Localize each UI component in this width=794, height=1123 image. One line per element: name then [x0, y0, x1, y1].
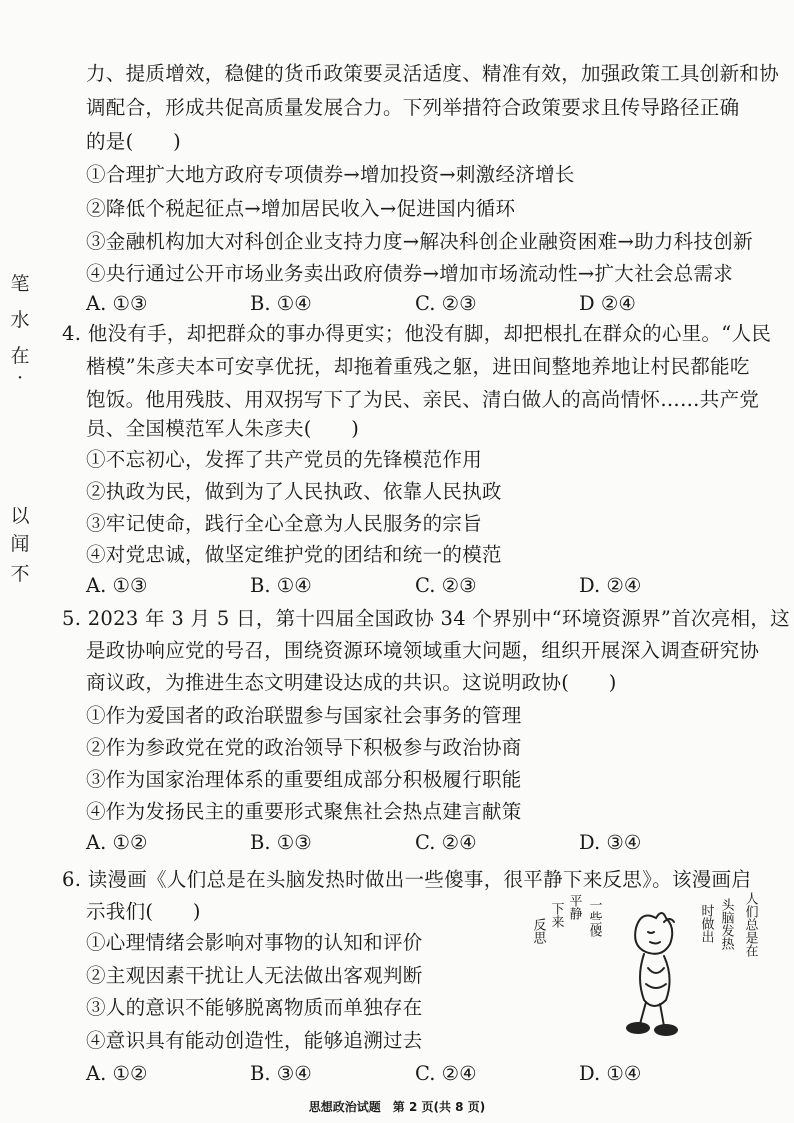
statement: ②主观因素干扰让人无法做出客观判断 [86, 964, 423, 987]
cartoon-text-col: 下来 [548, 902, 564, 928]
question-text: 示我们( ) [86, 900, 201, 923]
cartoon-text-col: 一些傻 [586, 898, 602, 937]
statement: ①作为爱国者的政治联盟参与国家社会事务的管理 [86, 704, 522, 727]
statement: ①不忘初心，发挥了共产党员的先锋模范作用 [86, 448, 483, 471]
option-c[interactable]: C. ②③ [415, 574, 477, 597]
statement: ③人的意识不能够脱离物质而单独存在 [86, 996, 423, 1019]
cartoon-drawing [530, 888, 782, 1038]
question-text: 员、全国模范军人朱彦夫( ) [86, 417, 360, 440]
statement: ③金融机构加大对科创企业支持力度→解决科创企业融资困难→助力科技创新 [86, 230, 753, 253]
question-text: 5. 2023 年 3 月 5 日，第十四届全国政协 34 个界别中“环境资源界”首次亮相，这 [62, 607, 790, 630]
margin-char: · [16, 367, 24, 389]
question-text: 力、提质增效，稳健的货币政策要灵活适度、精准有效，加强政策工具创新和协 [86, 62, 780, 85]
page-footer: 思想政治试题 第 2 页(共 8 页) [308, 1100, 486, 1114]
statement: ④对党忠诚，做坚定维护党的团结和统一的模范 [86, 543, 502, 566]
statement: ②作为参政党在党的政治领导下积极参与政治协商 [86, 736, 522, 759]
option-c[interactable]: C. ②④ [415, 1062, 477, 1085]
statement: ②降低个税起征点→增加居民收入→促进国内循环 [86, 197, 516, 220]
margin-char: 以 [10, 505, 30, 527]
option-b[interactable]: B. ①④ [250, 292, 312, 315]
option-a[interactable]: A. ①② [86, 1062, 148, 1085]
question-text: 4. 他没有手，却把群众的事办得更实；他没有脚，却把根扎在群众的心里。“人民 [62, 322, 772, 345]
question-text: 的是( ) [86, 130, 182, 153]
statement: ④作为发扬民主的重要形式聚焦社会热点建言献策 [86, 800, 522, 823]
option-a[interactable]: A. ①③ [86, 574, 148, 597]
question-text: 调配合，形成共促高质量发展合力。下列举措符合政策要求且传导路径正确 [86, 96, 740, 119]
cartoon-illustration [530, 888, 782, 1038]
option-d[interactable]: D. ②④ [579, 574, 642, 597]
statement: ④央行通过公开市场业务卖出政府债券→增加市场流动性→扩大社会总需求 [86, 262, 734, 285]
margin-char: 在 [10, 345, 30, 367]
cartoon-shoe [626, 1022, 650, 1034]
cartoon-text-col: 平静 [566, 894, 582, 920]
cartoon-text-col: 头脑发热 [718, 898, 734, 950]
option-b[interactable]: B. ①③ [250, 831, 312, 854]
option-c[interactable]: C. ②③ [415, 292, 477, 315]
statement: ④意识具有能动创造性，能够追溯过去 [86, 1029, 423, 1052]
option-d[interactable]: D. ③④ [579, 831, 642, 854]
cartoon-text-col: 人们总是在 [742, 892, 758, 957]
cartoon-shoe [654, 1024, 678, 1036]
margin-char: 笔 [10, 273, 30, 295]
question-text: 饱饭。他用残肢、用双拐写下了为民、亲民、清白做人的高尚情怀……共产党 [86, 388, 760, 411]
option-d[interactable]: D ②④ [579, 292, 636, 315]
option-d[interactable]: D. ①④ [579, 1062, 642, 1085]
question-text: 是政协响应党的号召，围绕资源环境领域重大问题，组织开展深入调查研究协 [86, 639, 760, 662]
option-b[interactable]: B. ③④ [250, 1062, 312, 1085]
question-text: 6. 读漫画《人们总是在头脑发热时做出一些傻事，很平静下来反思》。该漫画启 [62, 868, 752, 891]
option-a[interactable]: A. ①③ [86, 292, 148, 315]
margin-char: 闻 [10, 533, 30, 555]
statement: ③牢记使命，践行全心全意为人民服务的宗旨 [86, 512, 483, 535]
statement: ③作为国家治理体系的重要组成部分积极履行职能 [86, 768, 522, 791]
margin-char: 不 [10, 563, 30, 585]
margin-char: 水 [10, 309, 30, 331]
cartoon-text-col: 反思 [530, 918, 546, 944]
question-text: 楷模”朱彦夫本可安享优抚，却拖着重残之躯，进田间整地养地让村民都能吃 [86, 355, 750, 378]
statement: ②执政为民，做到为了人民执政、依靠人民执政 [86, 480, 502, 503]
option-a[interactable]: A. ①② [86, 831, 148, 854]
option-c[interactable]: C. ②④ [415, 831, 477, 854]
option-b[interactable]: B. ①④ [250, 574, 312, 597]
question-text: 商议政，为推进生态文明建设达成的共识。这说明政协( ) [86, 671, 617, 694]
statement: ①合理扩大地方政府专项债券→增加投资→刺激经济增长 [86, 163, 575, 186]
cartoon-text-col: 时做出 [698, 904, 714, 943]
statement: ①心理情绪会影响对事物的认知和评价 [86, 931, 423, 954]
